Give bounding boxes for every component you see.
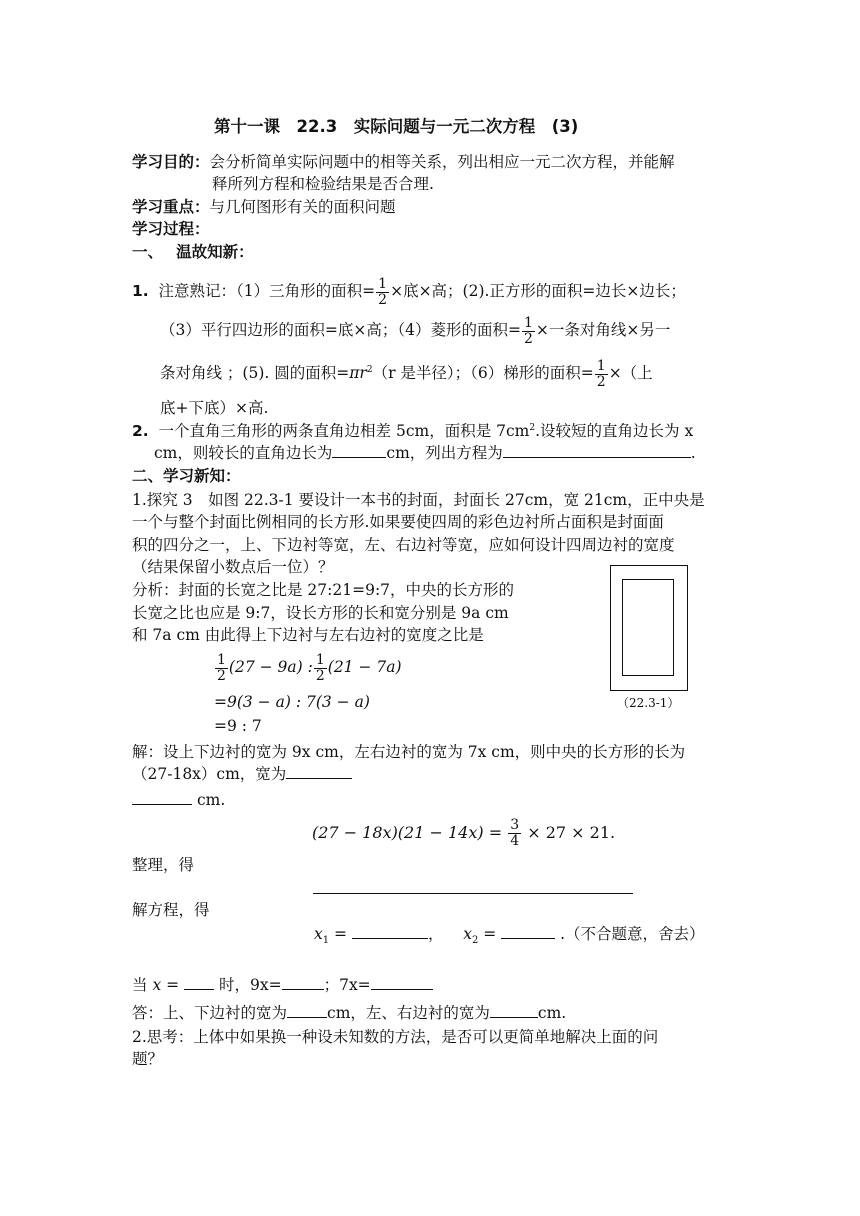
solution-line2: （27-18x）cm，宽为 (132, 764, 352, 784)
explore-line4: （结果保留小数点后一位）？ (132, 558, 334, 576)
blank-longer-side[interactable] (332, 443, 386, 458)
section-review-heading: 一、 温故知新： (132, 243, 254, 261)
book-cover-figure (610, 565, 688, 691)
blank-width-cont[interactable] (132, 790, 192, 805)
blank-left-right-width[interactable] (490, 1003, 538, 1018)
blank-width[interactable] (286, 764, 352, 779)
analysis-ratio-eq2: =9(3 − a) : 7(3 − a) (214, 693, 370, 711)
analysis-line3: 和 7a cm 由此得上下边衬与左右边衬的宽度之比是 (132, 626, 484, 644)
blank-x-value[interactable] (184, 975, 214, 990)
review-item-2-line2: cm，则较长的直角边长为 cm，列出方程为 . (154, 444, 696, 462)
focus-line: 学习重点：与几何图形有关的面积问题 (132, 198, 396, 216)
fraction-half: $\frac{1}{2}$ (523, 314, 533, 347)
solve-label: 解方程，得 (132, 901, 210, 919)
answer-line: 答：上、下边衬的宽为 cm，左、右边衬的宽为 cm. (132, 1004, 567, 1022)
fraction-half: $\frac{1}{2}$ (596, 357, 606, 390)
solution-line1: 解：设上下边衬的宽为 9x cm，左右边衬的宽为 7x cm，则中央的长方形的长为 (132, 743, 686, 761)
review-item-1-line1: 1. 注意熟记：（1）三角形的面积= $\frac{1}{2}$ ×底×高；(2).正方形的面积=边长×边长； (132, 275, 686, 308)
process-label: 学习过程： (132, 220, 210, 238)
inner-rectangle (622, 579, 674, 676)
fraction-half: $\frac{1}{2}$ (315, 651, 325, 684)
blank-9x[interactable] (282, 975, 324, 990)
explore-line1: 1.探究 3 如图 22.3-1 要设计一本书的封面，封面长 27cm，宽 21cm，正中央是 (132, 491, 705, 509)
analysis-line1: 分析：封面的长宽之比是 27:21=9:7，中央的长方形的 (132, 581, 515, 599)
blank-arranged-equation[interactable] (313, 893, 633, 894)
main-equation: (27 − 18x)(21 − 14x) = $\frac{3}{4}$ × 27 × 21. (312, 817, 616, 849)
analysis-line2: 长宽之比也应是 9:7，设长方形的长和宽分别是 9a cm (132, 604, 509, 622)
explore-line2: 一个与整个封面比例相同的长方形.如果要使四周的彩色边衬所占面积是封面面 (132, 513, 664, 531)
page-title: 第十一课 22.3 实际问题与一元二次方程 (3) (214, 117, 579, 136)
blank-7x[interactable] (371, 975, 433, 990)
objective-line1: 学习目的：会分析简单实际问题中的相等关系，列出相应一元二次方程，并能解 (132, 153, 675, 171)
think-line1: 2.思考：上体中如果换一种设未知数的方法，是否可以更简单地解决上面的问 (132, 1028, 659, 1046)
substitute-line: 当 x = 时，9x= ；7x= (132, 975, 433, 995)
blank-top-bottom-width[interactable] (287, 1003, 327, 1018)
explore-line3: 积的四分之一，上、下边衬等宽，左、右边衬等宽，应如何设计四周边衬的宽度 (132, 536, 675, 554)
think-line2: 题？ (132, 1050, 164, 1068)
fraction-half: $\frac{1}{2}$ (378, 275, 388, 308)
review-item-1-line2: （3）平行四边形的面积=底×高；（4）菱形的面积= $\frac{1}{2}$ ×一条对角线×另一 (160, 314, 671, 347)
review-item-1-line4: 底+下底）×高. (160, 399, 269, 417)
review-item-1-line3: 条对角线 ；(5). 圆的面积$=\pi r^2(r$ 是半径）；（6）梯形的面积= $\frac{1}{2}$ ×（上 (160, 357, 653, 390)
fraction-three-quarters: $\frac{3}{4}$ (510, 817, 520, 849)
analysis-ratio-eq1: $\frac{1}{2}$ (27 − 9a) : $\frac{1}{2}$ (21 − 7a) (217, 651, 402, 684)
fraction-half: $\frac{1}{2}$ (217, 651, 226, 684)
blank-equation[interactable] (503, 443, 691, 458)
arrange-label: 整理，得 (132, 856, 195, 874)
objective-line2: 释所列方程和检验结果是否合理. (212, 175, 434, 193)
section-new-heading: 二、学习新知： (132, 467, 241, 485)
review-item-2-line1: 2. 一个直角三角形的两条直角边相差 5cm，面积是 $7cm^2$.设较短的直角边长为 x (132, 422, 694, 440)
roots-line: $x_1$ = ， $x_2$ = .（不合题意，舍去） (314, 925, 705, 947)
solution-line3: cm. (132, 790, 225, 810)
blank-root-2[interactable] (501, 924, 555, 939)
blank-root-1[interactable] (352, 924, 428, 939)
figure-caption: （22.3-1） (617, 696, 680, 710)
analysis-ratio-eq3: =9 : 7 (214, 717, 262, 735)
